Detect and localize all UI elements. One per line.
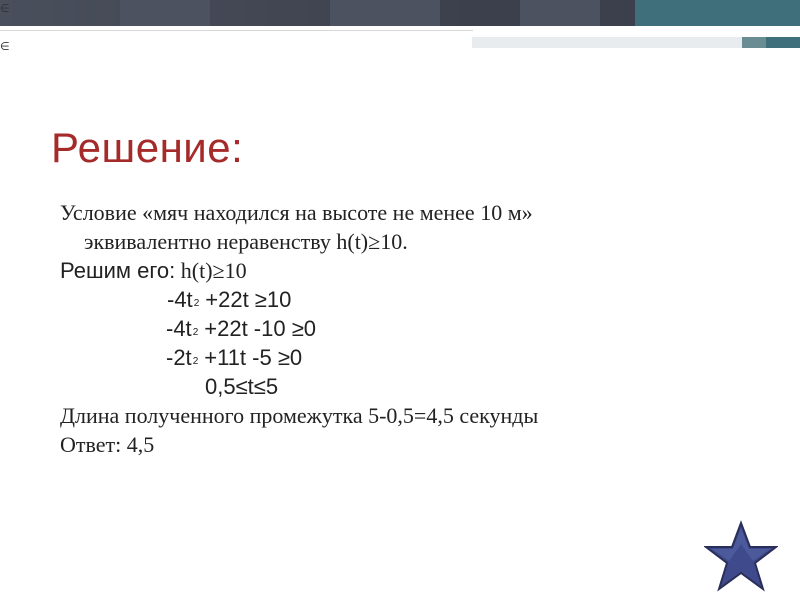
corner-glyph-top: ∈: [0, 2, 10, 15]
top-bar-accent: [635, 0, 800, 26]
second-bar-mid: [742, 37, 766, 48]
top-bar-block: [520, 0, 600, 26]
top-bar-block: [330, 0, 440, 26]
star-icon: [704, 520, 778, 592]
corner-glyph-bottom: ∈: [0, 40, 10, 53]
condition-line: Условие «мяч находился на высоте не менее 10 м»: [60, 200, 533, 225]
math-step-1-exponent: 2: [193, 298, 200, 309]
solve-line: [60, 256, 780, 285]
math-step-3-exponent: 2: [192, 356, 199, 367]
slide-title: Решение:: [51, 124, 244, 171]
math-step-2-pre: -4t: [166, 316, 192, 341]
header-divider: [0, 30, 473, 31]
interval-line: 0,5≤t≤5: [205, 374, 279, 399]
slide-body: [60, 198, 780, 459]
math-step-1-post: +22t ≥10: [205, 287, 292, 312]
math-step-3-pre: -2t: [166, 345, 192, 370]
math-step-2-post: +22t -10 ≥0: [204, 316, 317, 341]
answer-line: Ответ: 4,5: [60, 432, 155, 457]
length-line: Длина полученного промежутка 5-0,5=4,5 секунды: [60, 403, 539, 428]
second-bar-light: [472, 37, 742, 48]
math-step-3-post: +11t -5 ≥0: [204, 345, 303, 370]
solve-expression: h(t)≥10: [175, 258, 247, 283]
math-step-1-pre: -4t: [167, 287, 193, 312]
solve-label: Решим его:: [60, 258, 176, 283]
star-nav-button[interactable]: [704, 520, 778, 592]
math-step-1: [60, 285, 780, 314]
math-step-2-exponent: 2: [192, 327, 199, 338]
top-bar-block: [120, 0, 210, 26]
math-step-2: [60, 314, 780, 343]
math-step-3: [60, 343, 780, 372]
equivalence-line: эквивалентно неравенству h(t)≥10.: [84, 229, 408, 254]
